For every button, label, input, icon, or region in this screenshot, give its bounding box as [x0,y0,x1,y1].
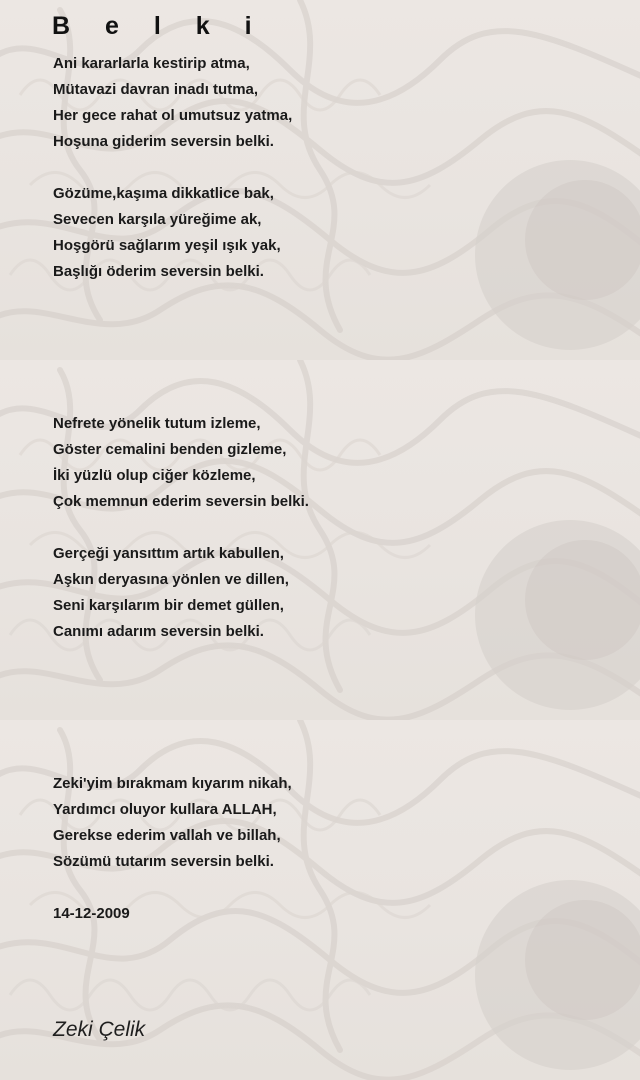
poem-line: Sevecen karşıla yüreğime ak, [53,211,262,228]
poem-title: B e l k i [52,12,266,40]
poem-line: Gözüme,kaşıma dikkatlice bak, [53,185,274,202]
poem-line: Nefrete yönelik tutum izleme, [53,415,261,432]
poem-stanza-2 [53,181,281,285]
poem-line: Hoşgörü sağlarım yeşil ışık yak, [53,237,281,254]
poem-stanza-4 [53,541,289,645]
poem-line: Canımı adarım seversin belki. [53,623,264,640]
poem-line: Çok memnun ederim seversin belki. [53,493,309,510]
ink-blot [525,180,640,300]
poem-line: Yardımcı oluyor kullara ALLAH, [53,801,277,818]
poem-line: Mütavazi davran inadı tutma, [53,81,259,98]
poem-line: Hoşuna giderim seversin belki. [53,133,274,150]
poem-line: Sözümü tutarım seversin belki. [53,853,274,870]
poem-line: Ani kararlarla kestirip atma, [53,55,250,72]
poem-stanza-1 [53,51,292,155]
poem-line: Her gece rahat ol umutsuz yatma, [53,107,293,124]
poem-line: Seni karşılarım bir demet güllen, [53,597,284,614]
poem-line: Aşkın deryasına yönlen ve dillen, [53,571,289,588]
poem-line: Gerçeği yansıttım artık kabullen, [53,545,284,562]
poem-author: Zeki Çelik [53,1018,146,1041]
ink-blot [525,900,640,1020]
poem-line: Gerekse ederim vallah ve billah, [53,827,281,844]
poem-date: 14-12-2009 [53,905,130,922]
poem-line: Göster cemalini benden gizleme, [53,441,287,458]
poem-line: Başlığı öderim seversin belki. [53,263,264,280]
poem-line: Zeki'yim bırakmam kıyarım nikah, [53,775,292,792]
poem-stanza-3 [53,411,309,515]
poem-stanza-5 [53,771,292,875]
poem-line: İki yüzlü olup ciğer közleme, [53,467,256,484]
ink-blot [525,540,640,660]
